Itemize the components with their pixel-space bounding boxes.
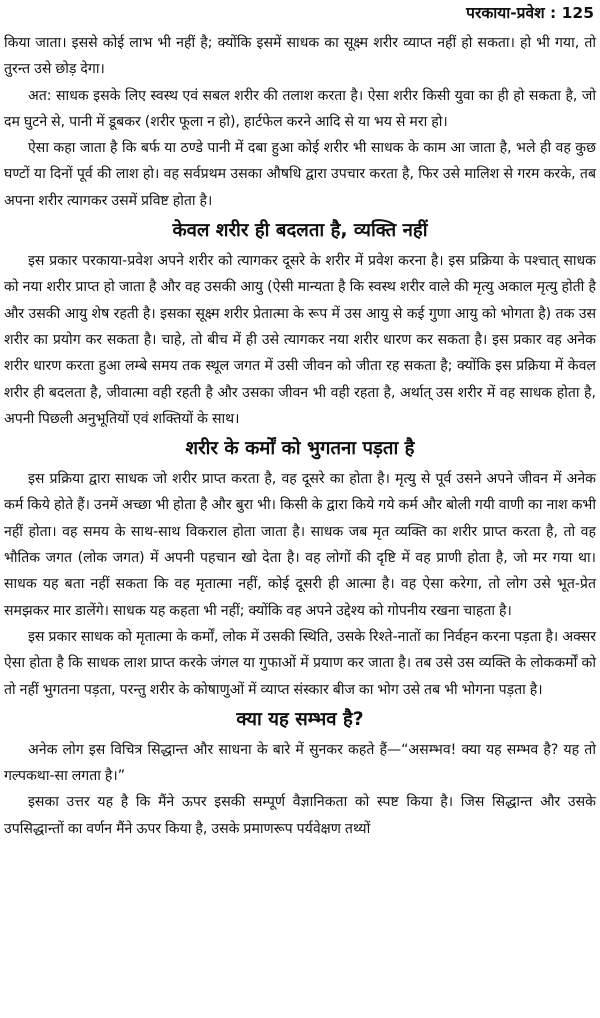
paragraph-continued: किया जाता। इससे कोई लाभ भी नहीं है; क्योंकि इसमें साधक का सूक्ष्म शरीर व्याप्त नहीं हो सकता। हो भी गया, तो तुरन्त उसे छोड़ देगा।	[4, 35, 596, 78]
paragraph: इस प्रकार साधक को मृतात्मा के कर्मों, लोक में उसकी स्थिति, उसके रिश्ते-नातों का निर्वहन करना पड़ता है। अक्सर ऐसा होता है कि साधक लाश प्राप्त करके जंगल या गुफाओं में प्रयाण कर जाता है। तब उसे उस व्यक्ति के लोककर्मों को तो नहीं भुगतना पड़ता, परन्तु शरीर के कोषाणुओं में व्याप्त संस्कार बीज का भोग उसे तब भी भोगना पड़ता है।	[4, 628, 596, 698]
section-heading: केवल शरीर ही बदलता है, व्यक्ति नहीं	[172, 220, 428, 242]
section-heading: क्या यह सम्भव है?	[236, 708, 364, 730]
section-heading: शरीर के कर्मों को भुगतना पड़ता है	[185, 438, 415, 460]
page-body	[4, 30, 596, 842]
paragraph: इस प्रकार परकाया-प्रवेश अपने शरीर को त्यागकर दूसरे के शरीर में प्रवेश करना है। इस प्रक्रिया के पश्चात् साधक को नया शरीर प्राप्त हो जाता है और वह उसकी आयु (ऐसी मान्यता है कि स्वस्थ शरीर वाले की मृत्यु अकाल मृत्यु होती है और उसकी आयु शेष रहती है। इसका सूक्ष्म शरीर प्रेतात्मा के रूप में उस आयु से कई गुणा आयु को भोगता है) तक उस शरीर का प्रयोग कर सकता है। चाहे, तो बीच में ही उसे त्यागकर नया शरीर धारण कर सकता है। इस प्रकार वह अनेक शरीर धारण करता हुआ लम्बे समय तक स्थूल जगत में उसी जीवन को जीता रह सकता है; क्योंकि इस प्रक्रिया में केवल शरीर ही बदलता है, जीवात्मा वही रहती है और उसका जीवन भी वही रहता है, अर्थात् उस शरीर में वह साधक होता है, अपनी पिछली अनुभूतियों एवं शक्तियों के साथ।	[4, 253, 596, 427]
paragraph: अनेक लोग इस विचित्र सिद्धान्त और साधना के बारे में सुनकर कहते हैं—“असम्भव! क्या यह सम्भव है? यह तो गल्पकथा-सा लगता है।”	[4, 741, 596, 785]
paragraph: ऐसा कहा जाता है कि बर्फ या ठण्डे पानी में दबा हुआ कोई शरीर भी साधक के काम आ जाता है, भले ही वह कुछ घण्टों या दिनों पूर्व की लाश हो। वह सर्वप्रथम उसका औषधि द्वारा उपचार करता है, फिर उसे मालिश से गरम करके, तब अपना शरीर त्यागकर उसमें प्रविष्ट होता है।	[4, 140, 596, 209]
paragraph: इसका उत्तर यह है कि मैंने ऊपर इसकी सम्पूर्ण वैज्ञानिकता को स्पष्ट किया है। जिस सिद्धान्त और उसके उपसिद्धान्तों का वर्णन मैंने ऊपर किया है, उसके प्रमाणरूप पर्यवेक्षण तथ्यों	[4, 794, 596, 837]
running-header: परकाया-प्रवेश : 125	[466, 4, 594, 22]
paragraph: अत: साधक इसके लिए स्वस्थ एवं सबल शरीर की तलाश करता है। ऐसा शरीर किसी युवा का ही हो सकता है, जो दम घुटने से, पानी में डूबकर (शरीर फूला न हो), हार्टफेल करने आदि से या भय से मरा हो।	[4, 87, 596, 130]
paragraph: इस प्रक्रिया द्वारा साधक जो शरीर प्राप्त करता है, वह दूसरे का होता है। मृत्यु से पूर्व उसने अपने जीवन में अनेक कर्म किये होते हैं। उनमें अच्छा भी होता है और बुरा भी। किसी के द्वारा किये गये कर्म और बोली गयी वाणी का नाश कभी नहीं होता। वह समय के साथ-साथ विकराल होता जाता है। साधक जब मृत व्यक्ति का शरीर प्राप्त करता है, तो वह भौतिक जगत (लोक जगत) में अपनी पहचान खो देता है। वह लोगों की दृष्टि में वह प्राणी होता है, जो मर गया था। साधक यह बता नहीं सकता कि वह मृतात्मा नहीं, कोई दूसरी ही आत्मा है। वह ऐसा करेगा, तो लोग उसे भूत-प्रेत समझकर मार डालेंगे। साधक यह कहता भी नहीं; क्योंकि वह अपने उद्देश्य को गोपनीय रखना चाहता है।	[4, 471, 596, 619]
